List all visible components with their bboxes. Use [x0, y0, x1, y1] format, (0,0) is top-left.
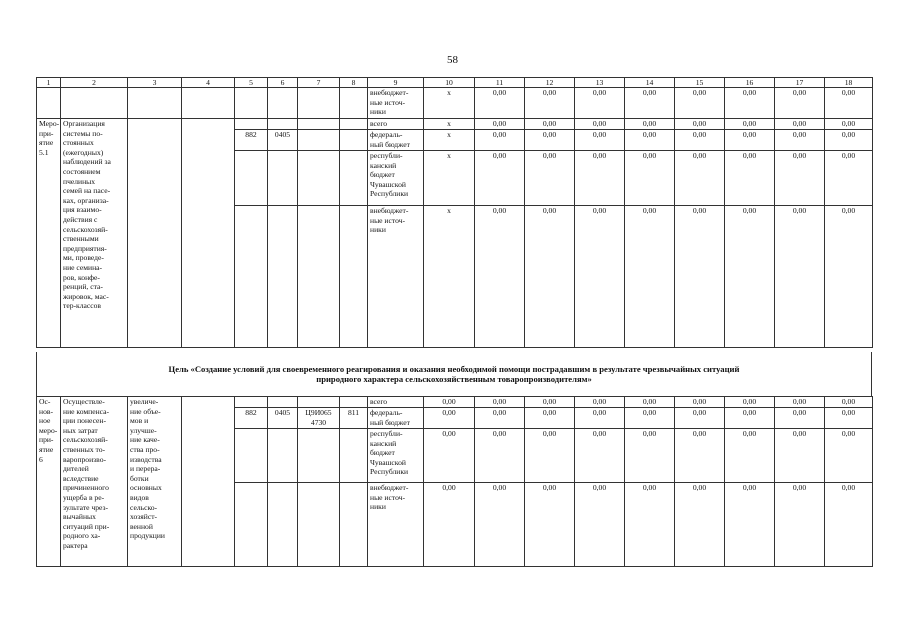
value-cell: 0,00 [825, 397, 873, 408]
funding-source: внебюджет- ные источ- ники [368, 206, 424, 348]
grbs-code: 882 [235, 130, 268, 151]
x-mark: x [424, 130, 475, 151]
x-mark: x [424, 151, 475, 206]
value-cell: 0,00 [675, 206, 725, 348]
value-cell: 0,00 [725, 119, 775, 130]
csr-code: Ц9И065 4730 [298, 408, 340, 429]
value-cell: 0,00 [725, 429, 775, 483]
value-cell: 0,00 [675, 88, 725, 119]
rz-code: 0405 [268, 408, 298, 429]
value-cell: 0,00 [775, 206, 825, 348]
value-cell: 0,00 [625, 119, 675, 130]
page-number: 58 [447, 54, 458, 66]
header-cell: 7 [298, 78, 340, 88]
header-cell: 18 [825, 78, 873, 88]
value-cell: 0,00 [725, 408, 775, 429]
value-cell: 0,00 [475, 88, 525, 119]
value-cell: 0,00 [825, 429, 873, 483]
value-cell: 0,00 [575, 88, 625, 119]
value-cell: 0,00 [625, 397, 675, 408]
value-cell: 0,00 [625, 206, 675, 348]
table-row [37, 88, 873, 119]
value-cell: 0,00 [525, 408, 575, 429]
value-cell: 0,00 [675, 408, 725, 429]
header-cell: 1 [37, 78, 61, 88]
value-cell: 0,00 [525, 397, 575, 408]
header-cell: 9 [368, 78, 424, 88]
value-cell: 0,00 [475, 483, 525, 567]
value-cell: 0,00 [775, 397, 825, 408]
header-cell: 14 [625, 78, 675, 88]
value-cell: 0,00 [625, 429, 675, 483]
measure-description: Организация системы по- стоянных (ежегодных) наблюдений за состоянием пчелиных семей на пасе- ках, организа- ция взаимо- действия с сельскохозяй- ственными предприятия- ми, проведе- ние семина- ров, конфе- ренций, ста- жировок, мас- тер-классов [61, 119, 128, 348]
header-cell: 10 [424, 78, 475, 88]
value-cell: 0,00 [725, 151, 775, 206]
value-cell: 0,00 [825, 206, 873, 348]
vr-code: 811 [340, 408, 368, 429]
funding-source: федераль- ный бюджет [368, 408, 424, 429]
value-cell: 0,00 [725, 397, 775, 408]
value-cell: 0,00 [825, 483, 873, 567]
value-cell: 0,00 [675, 429, 725, 483]
header-row [37, 78, 873, 88]
goal-text: Цель «Создание условий для своевременного реагирования и оказания необходимой помощи пострадавшим в результате чрезвычайных ситуаций природного характера сельскохозяйственным товаропроизводителям» [168, 364, 740, 384]
value-cell: 0,00 [725, 130, 775, 151]
value-cell: 0,00 [575, 130, 625, 151]
value-cell: 0,00 [525, 206, 575, 348]
value-cell: 0,00 [825, 151, 873, 206]
value-cell: 0,00 [675, 151, 725, 206]
value-cell: 0,00 [775, 429, 825, 483]
funding-source: республи- канский бюджет Чувашской Республики [368, 429, 424, 483]
funding-source: всего [368, 119, 424, 130]
value-cell: 0,00 [525, 130, 575, 151]
measure-number: Меро- при- ятие 5.1 [37, 119, 61, 348]
funding-source: федераль- ный бюджет [368, 130, 424, 151]
program-table [36, 77, 873, 348]
value-cell: 0,00 [424, 408, 475, 429]
value-cell: 0,00 [575, 429, 625, 483]
table-row [37, 397, 873, 408]
value-cell: 0,00 [725, 88, 775, 119]
value-cell: 0,00 [525, 429, 575, 483]
value-cell: 0,00 [675, 483, 725, 567]
header-cell: 15 [675, 78, 725, 88]
value-cell: 0,00 [475, 119, 525, 130]
value-cell: 0,00 [625, 408, 675, 429]
value-cell: 0,00 [475, 130, 525, 151]
value-cell: 0,00 [725, 206, 775, 348]
value-cell: 0,00 [475, 151, 525, 206]
value-cell: 0,00 [575, 483, 625, 567]
value-cell: 0,00 [675, 130, 725, 151]
value-cell: 0,00 [575, 397, 625, 408]
header-cell: 16 [725, 78, 775, 88]
value-cell: 0,00 [825, 119, 873, 130]
expected-result: увеличе- ние объе- мов и улучше- ние каче- ства про- изводства и перера- ботки основных видов сельско- хозяйст- венной продукции [128, 397, 182, 567]
header-cell: 5 [235, 78, 268, 88]
value-cell: 0,00 [775, 483, 825, 567]
value-cell: 0,00 [775, 408, 825, 429]
header-cell: 3 [128, 78, 182, 88]
funding-source: внебюджет- ные источ- ники [368, 88, 424, 119]
funding-source: внебюджет- ные источ- ники [368, 483, 424, 567]
value-cell: 0,00 [625, 483, 675, 567]
rz-code: 0405 [268, 130, 298, 151]
grbs-code: 882 [235, 408, 268, 429]
value-cell: 0,00 [625, 130, 675, 151]
value-cell: 0,00 [725, 483, 775, 567]
value-cell: 0,00 [424, 397, 475, 408]
value-cell: 0,00 [675, 397, 725, 408]
value-cell: 0,00 [525, 151, 575, 206]
value-cell: 0,00 [625, 88, 675, 119]
main-measure-number: Ос- нов- ное меро- при- ятие 6 [37, 397, 61, 567]
value-cell: 0,00 [775, 119, 825, 130]
value-cell: 0,00 [525, 88, 575, 119]
main-measure-description: Осуществле- ние компенса- ции понесен- ных затрат сельскохозяй- ственных то- варопроизво- дителей вследствие причиненного ущерба в ре- зультате чрез- вычайных ситуаций при- родного ха- рактера [61, 397, 128, 567]
value-cell: 0,00 [575, 151, 625, 206]
value-cell: 0,00 [475, 397, 525, 408]
funding-source: всего [368, 397, 424, 408]
value-cell: 0,00 [424, 429, 475, 483]
value-cell: 0,00 [575, 206, 625, 348]
goal-heading [36, 352, 872, 396]
value-cell: 0,00 [625, 151, 675, 206]
value-cell: 0,00 [475, 429, 525, 483]
value-cell: 0,00 [775, 130, 825, 151]
table-row [37, 119, 873, 130]
x-mark: x [424, 88, 475, 119]
header-cell: 12 [525, 78, 575, 88]
funding-source: республи- канский бюджет Чувашской Республики [368, 151, 424, 206]
value-cell: 0,00 [575, 408, 625, 429]
value-cell: 0,00 [825, 88, 873, 119]
value-cell: 0,00 [525, 119, 575, 130]
program-table-continued [36, 396, 873, 567]
value-cell: 0,00 [775, 151, 825, 206]
value-cell: 0,00 [475, 206, 525, 348]
header-cell: 2 [61, 78, 128, 88]
header-cell: 6 [268, 78, 298, 88]
value-cell: 0,00 [575, 119, 625, 130]
header-cell: 8 [340, 78, 368, 88]
value-cell: 0,00 [825, 408, 873, 429]
header-cell: 17 [775, 78, 825, 88]
value-cell: 0,00 [525, 483, 575, 567]
value-cell: 0,00 [475, 408, 525, 429]
header-cell: 4 [182, 78, 235, 88]
value-cell: 0,00 [675, 119, 725, 130]
x-mark: x [424, 206, 475, 348]
value-cell: 0,00 [825, 130, 873, 151]
header-cell: 11 [475, 78, 525, 88]
x-mark: x [424, 119, 475, 130]
header-cell: 13 [575, 78, 625, 88]
value-cell: 0,00 [424, 483, 475, 567]
value-cell: 0,00 [775, 88, 825, 119]
